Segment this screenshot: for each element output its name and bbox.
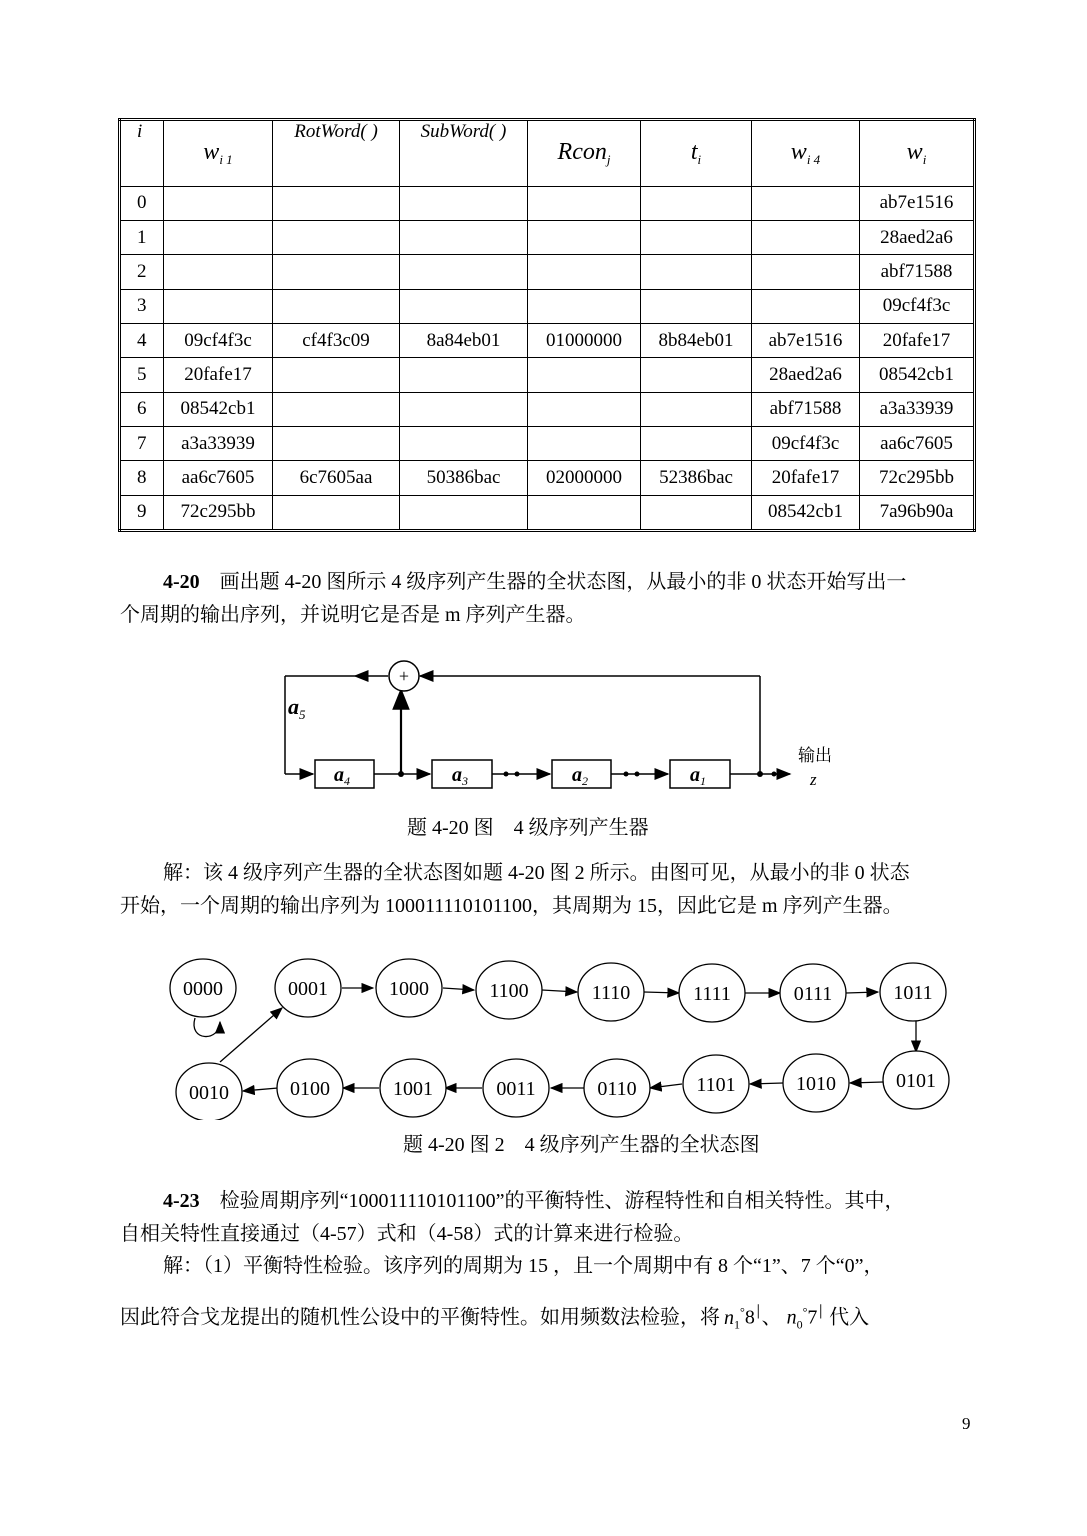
figure2-caption: 题 4-20 图 2 4 级序列产生器的全状态图 [403, 1134, 760, 1156]
table-cell: 72c295bb [164, 495, 273, 530]
header-i: i [120, 120, 164, 187]
table-cell [641, 255, 752, 289]
table-cell: 5 [120, 358, 164, 392]
problem-4-23-line3: 解：（1）平衡特性检验。该序列的周期为 15 ，且一个周期中有 8 个“1”、7 个“0”， [163, 1255, 884, 1277]
lfsr-diagram [270, 650, 850, 795]
table-cell: 2 [120, 255, 164, 289]
state-node [483, 1059, 549, 1117]
state-label: 0100 [290, 1078, 330, 1100]
table-cell: a3a33939 [164, 426, 273, 460]
state-label: 0001 [288, 978, 328, 1000]
state-node [883, 1051, 949, 1109]
problem-4-23-line1: 4-23 检验周期序列“100011110101100”的平衡特性、游程特性和自相关特性。其中， [163, 1190, 905, 1212]
table-cell [273, 426, 400, 460]
table-cell [641, 426, 752, 460]
state-label: 0111 [793, 983, 833, 1005]
table-row [120, 323, 975, 357]
table-cell [528, 358, 641, 392]
table-cell: 01000000 [528, 323, 641, 357]
table-cell: 8a84eb01 [400, 323, 528, 357]
a5-label: $a_5$ [288, 694, 306, 722]
table-cell: ab7e1516 [752, 323, 860, 357]
state-node [783, 1054, 849, 1112]
table-cell [641, 220, 752, 254]
state-label: 0000 [183, 978, 223, 1000]
table-cell: 4 [120, 323, 164, 357]
table-row [120, 186, 975, 220]
header-subword: SubWord( ) [400, 120, 528, 187]
table-cell: 20fafe17 [860, 323, 975, 357]
table-cell [641, 358, 752, 392]
table-cell [528, 392, 641, 426]
state-label: 1111 [693, 983, 731, 1005]
table-cell: 6 [120, 392, 164, 426]
table-cell: 08542cb1 [752, 495, 860, 530]
output-var: z [810, 770, 817, 789]
state-node [170, 959, 236, 1017]
table-cell [641, 186, 752, 220]
table-cell: aa6c7605 [860, 426, 975, 460]
solution-4-20-line2: 开始，一个周期的输出序列为 100011110101100，其周期为 15，因此它是 m 序列产生器。 [120, 895, 903, 917]
table-cell [641, 392, 752, 426]
table-cell [400, 495, 528, 530]
table-row [120, 495, 975, 530]
table-cell: 20fafe17 [164, 358, 273, 392]
table-cell: 3 [120, 289, 164, 323]
state-node [679, 964, 745, 1022]
table-cell: 20fafe17 [752, 461, 860, 495]
register-a3-label: $a_3$ [452, 764, 468, 788]
table-row [120, 392, 975, 426]
header-rotword: RotWord( ) [273, 120, 400, 187]
table-cell [400, 358, 528, 392]
header-t: $t_i$ [641, 120, 752, 187]
state-label: 1010 [796, 1073, 836, 1095]
table-cell [528, 426, 641, 460]
table-cell: a3a33939 [860, 392, 975, 426]
table-row [120, 220, 975, 254]
table-cell [528, 255, 641, 289]
register-a4-label: $a_4$ [334, 764, 350, 788]
page-number: 9 [962, 1414, 971, 1433]
table-cell: abf71588 [752, 392, 860, 426]
table-cell: 28aed2a6 [752, 358, 860, 392]
state-node [683, 1055, 749, 1113]
state-label: 0011 [496, 1078, 536, 1100]
state-label: 1001 [393, 1078, 433, 1100]
table-cell [528, 220, 641, 254]
table-cell [641, 289, 752, 323]
table-cell: 02000000 [528, 461, 641, 495]
table-cell [273, 289, 400, 323]
state-node [376, 959, 442, 1017]
state-node [578, 963, 644, 1021]
table-row [120, 255, 975, 289]
state-label: 0101 [896, 1070, 936, 1092]
table-row [120, 289, 975, 323]
problem-4-23-line4: 因此符合戈龙提出的随机性公设中的平衡特性。如用频数法检验，将 $n_1^{׀^\circ}8$、 $n_0^{׀^\circ}7$ 代入 [120, 1305, 870, 1332]
table-cell: 08542cb1 [860, 358, 975, 392]
adder-plus: + [398, 666, 410, 686]
table-cell [752, 186, 860, 220]
table-cell: 08542cb1 [164, 392, 273, 426]
key-expansion-table [118, 118, 976, 532]
table-cell: 50386bac [400, 461, 528, 495]
table-cell [528, 289, 641, 323]
table-cell [273, 255, 400, 289]
table-cell: ab7e1516 [860, 186, 975, 220]
table-cell: 8b84eb01 [641, 323, 752, 357]
state-node [476, 961, 542, 1019]
table-header-row [120, 120, 975, 187]
table-cell [528, 495, 641, 530]
table-cell: 9 [120, 495, 164, 530]
state-node [584, 1059, 650, 1117]
header-w-i-4: $w_{i 4}$ [752, 120, 860, 187]
table-cell [400, 392, 528, 426]
table-cell [752, 289, 860, 323]
state-node [176, 1063, 242, 1120]
state-label: 1110 [591, 982, 631, 1004]
table-row [120, 358, 975, 392]
table-cell: 1 [120, 220, 164, 254]
table-cell [752, 220, 860, 254]
state-label: 1101 [696, 1074, 736, 1096]
state-label: 0110 [597, 1078, 637, 1100]
table-cell [752, 255, 860, 289]
table-cell: abf71588 [860, 255, 975, 289]
table-cell: 6c7605aa [273, 461, 400, 495]
state-label: 1100 [489, 980, 529, 1002]
state-label: 0010 [189, 1082, 229, 1104]
state-node [277, 1059, 343, 1117]
problem-4-20-line2: 个周期的输出序列，并说明它是否是 m 序列产生器。 [120, 604, 586, 626]
state-label: 1000 [389, 978, 429, 1000]
state-node [380, 1059, 446, 1117]
state-node [780, 964, 846, 1022]
table-cell [400, 289, 528, 323]
problem-number: 4-20 [163, 571, 200, 593]
register-a1-label: $a_1$ [690, 764, 706, 788]
table-cell: 09cf4f3c [860, 289, 975, 323]
register-a2-label: $a_2$ [572, 764, 588, 788]
table-cell [400, 426, 528, 460]
table-cell [400, 220, 528, 254]
table-cell: 52386bac [641, 461, 752, 495]
problem-number: 4-23 [163, 1190, 200, 1212]
table-cell: 7a96b90a [860, 495, 975, 530]
table-cell [164, 255, 273, 289]
table-cell: 8 [120, 461, 164, 495]
table-cell [400, 255, 528, 289]
solution-4-20-line1: 解：该 4 级序列产生器的全状态图如题 4-20 图 2 所示。由图可见，从最小的非 0 状态 [163, 862, 910, 884]
table-cell: aa6c7605 [164, 461, 273, 495]
header-rcon: Rcon$_j$ [528, 120, 641, 187]
table-cell [400, 186, 528, 220]
table-cell [273, 358, 400, 392]
table-cell [164, 289, 273, 323]
header-w-i: $w_i$ [860, 120, 975, 187]
table-cell [273, 392, 400, 426]
table-cell [164, 186, 273, 220]
problem-4-23-line2: 自相关特性直接通过（4-57）式和（4-58）式的计算来进行检验。 [120, 1223, 694, 1245]
table-cell: 7 [120, 426, 164, 460]
table-cell: cf4f3c09 [273, 323, 400, 357]
table-cell: 28aed2a6 [860, 220, 975, 254]
figure1-caption: 题 4-20 图 4 级序列产生器 [407, 817, 649, 839]
table-cell [641, 495, 752, 530]
state-node [275, 959, 341, 1017]
table-cell [273, 495, 400, 530]
table-cell: 72c295bb [860, 461, 975, 495]
table-cell: 09cf4f3c [164, 323, 273, 357]
problem-4-20-line1: 4-20 画出题 4-20 图所示 4 级序列产生器的全状态图，从最小的非 0 状态开始写出一 [163, 571, 907, 593]
state-node [880, 963, 946, 1021]
table-row [120, 426, 975, 460]
table-cell [164, 220, 273, 254]
table-cell: 09cf4f3c [752, 426, 860, 460]
output-label: 输出 [798, 746, 832, 765]
table-cell [273, 186, 400, 220]
table-cell: 0 [120, 186, 164, 220]
state-label: 1011 [893, 982, 933, 1004]
table-row [120, 461, 975, 495]
state-diagram [160, 950, 960, 1120]
table-cell [273, 220, 400, 254]
header-w-i-1: $w_{i 1}$ [164, 120, 273, 187]
table-cell [528, 186, 641, 220]
